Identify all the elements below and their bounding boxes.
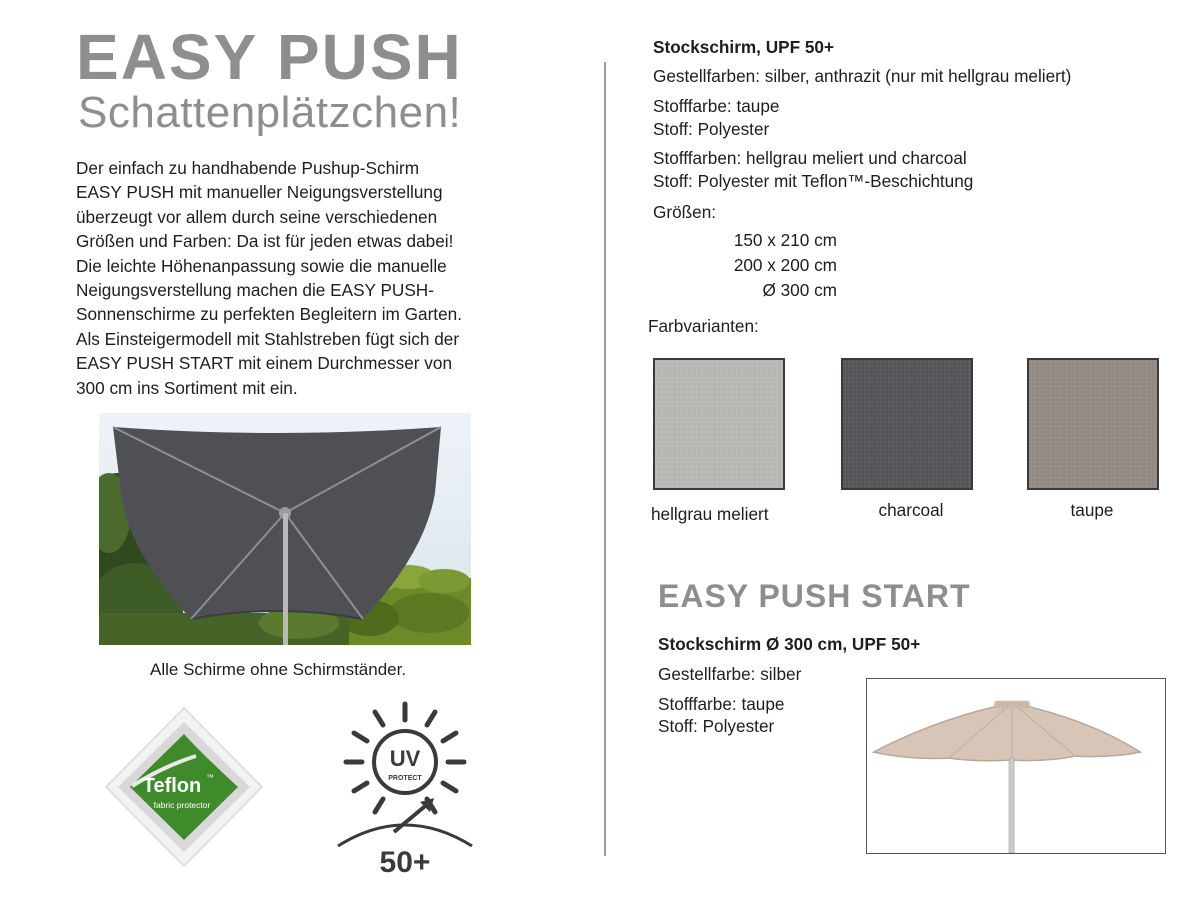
start-fabric-color: Stofffarbe: taupe xyxy=(658,694,785,714)
variants-label: Farbvarianten: xyxy=(648,316,759,336)
upf-value-text: 50+ xyxy=(379,846,431,876)
uv-text: UV xyxy=(389,746,421,771)
intro-line: EASY PUSH START mit einem Durchmesser von xyxy=(76,353,453,374)
uv-protect-icon xyxy=(332,700,478,876)
spec-fabric-2: Stoff: Polyester mit Teflon™-Beschichtung xyxy=(653,171,974,191)
teflon-tm-text: ™ xyxy=(206,773,214,782)
page-subtitle: Schattenplätzchen! xyxy=(78,88,462,137)
spec-heading: Stockschirm, UPF 50+ xyxy=(653,37,835,57)
intro-line: Sonnenschirme zu perfekten Begleitern im Garten. xyxy=(76,304,462,325)
swatch-label: hellgrau meliert xyxy=(651,504,769,524)
uv-sub-text: PROTECT xyxy=(388,775,422,782)
spec-fabric-color-1: Stofffarbe: taupe xyxy=(653,96,780,116)
swatch-hellgrau-meliert xyxy=(653,358,785,490)
swatch-taupe xyxy=(1027,358,1159,490)
umbrella-photo xyxy=(99,413,471,645)
start-frame-color: Gestellfarbe: silber xyxy=(658,664,802,684)
swatch-label: taupe xyxy=(1070,500,1114,520)
intro-line: Neigungsverstellung machen die EASY PUSH- xyxy=(76,280,434,301)
intro-paragraph xyxy=(76,156,546,400)
intro-line: EASY PUSH mit manueller Neigungsverstellung xyxy=(76,182,443,203)
spec-size: 200 x 200 cm xyxy=(733,255,837,275)
start-heading: Stockschirm Ø 300 cm, UPF 50+ xyxy=(658,634,921,654)
column-divider xyxy=(604,62,606,856)
spec-fabric-1: Stoff: Polyester xyxy=(653,119,770,139)
photo-caption: Alle Schirme ohne Schirmständer. xyxy=(150,660,407,679)
intro-line: Der einfach zu handhabende Pushup-Schirm xyxy=(76,158,420,178)
spec-frame-colors: Gestellfarben: silber, anthrazit (nur mit hellgrau meliert) xyxy=(653,66,1072,86)
page-title: EASY PUSH xyxy=(76,21,463,93)
spec-size: Ø 300 cm xyxy=(762,280,837,300)
intro-line: überzeugt vor allem durch seine verschiedenen xyxy=(76,206,438,227)
start-umbrella-photo xyxy=(866,678,1166,854)
spec-sizes-label: Größen: xyxy=(653,202,717,222)
intro-line: Größen und Farben: Da ist für jeden etwas dabei! xyxy=(76,231,454,252)
swatch-label: charcoal xyxy=(878,500,944,520)
start-fabric: Stoff: Polyester xyxy=(658,716,775,736)
teflon-brand-text: Teflon xyxy=(142,775,202,797)
teflon-sub-text: fabric protector xyxy=(153,800,211,810)
swatch-charcoal xyxy=(841,358,973,490)
start-title: EASY PUSH START xyxy=(658,578,971,614)
intro-line: Als Einsteigermodell mit Stahlstreben fügt sich der xyxy=(76,328,460,349)
spec-size: 150 x 210 cm xyxy=(733,230,837,250)
intro-line: 300 cm ins Sortiment mit ein. xyxy=(76,377,298,398)
intro-line: Die leichte Höhenanpassung sowie die manuelle xyxy=(76,255,447,276)
spec-fabric-colors-2: Stofffarben: hellgrau meliert und charcoal xyxy=(653,148,967,168)
teflon-logo xyxy=(104,706,264,868)
